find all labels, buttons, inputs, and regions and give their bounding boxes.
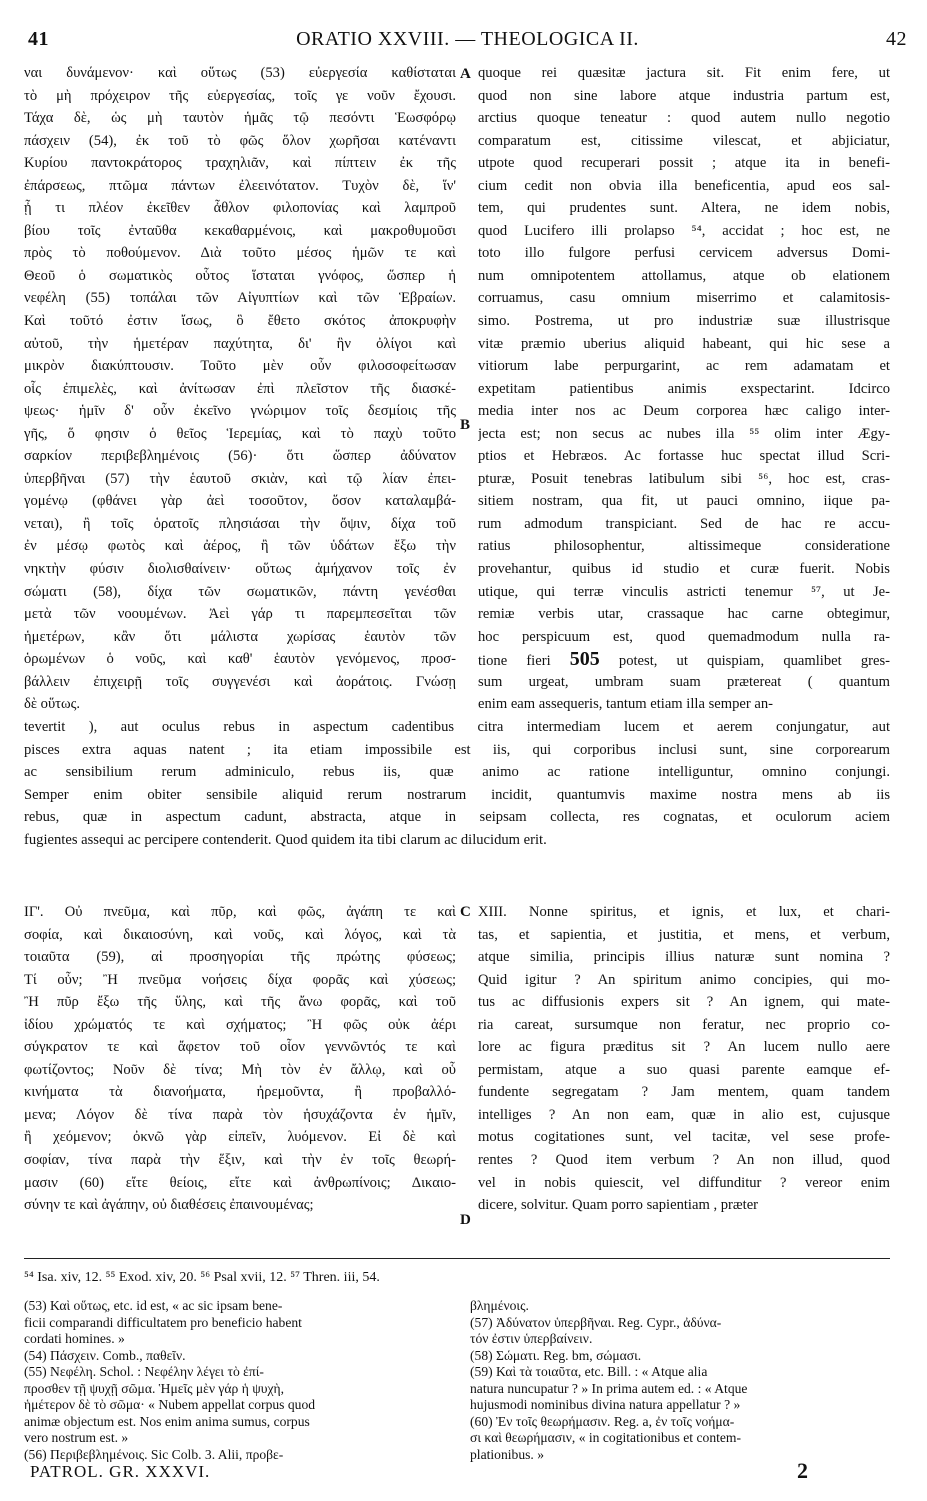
- text-line: (59) Καὶ τὰ τοιαῦτα, etc. Bill. : « Atque alia: [470, 1364, 708, 1379]
- text-line: pturæ, Posuit tenebras latibulum sibi ⁵⁶, hoc est, cras-: [478, 470, 890, 487]
- text-line: corruamus, casu omnium miserrimo et calamitosis-: [478, 290, 890, 307]
- text-line: plationibus. »: [470, 1446, 545, 1462]
- text-line: Quid igitur ? An spiritum animo concipies, qui mo-: [478, 971, 890, 988]
- text-line: ἐν μέσῳ φωτὸς καὶ ἀέρος, ἢ τῶν ὑδάτων ἔξω τὴν: [24, 538, 456, 555]
- text-line: motus cogitationes sunt, vel tacitæ, vel sese profe-: [478, 1129, 890, 1146]
- text-line: ἡμέτερον δὲ τὸ σῶμα· « Nubem appellat corpus quod: [24, 1397, 316, 1412]
- text-line: rentes ? Quod item verbum ? An non illud, quod: [478, 1152, 890, 1169]
- text-line: quod Lucifero illi prolapso ⁵⁴, accidat ; hoc est, ne: [478, 222, 890, 239]
- text-line: φωτίζοντος; Νοῦν δὲ τίνα; Μὴ τὸν ἐν ἄλλῳ, καὶ οὗ: [24, 1061, 456, 1078]
- text-line: tevertit ), aut oculus rebus in aspectum cadentibus citra intermediam lucem et aerem conjungatur, aut: [24, 719, 890, 735]
- text-line: tione fieri 505 potest, ut quispiam, quamlibet gres-: [478, 648, 890, 671]
- text-line: Τί οὖν; Ἢ πνεῦμα νοήσεις δίχα φορᾶς καὶ χύσεως;: [24, 971, 456, 988]
- text-line: σύνην τε καὶ ἀγάπην, οὐ διαθέσεις ἐπαινουμένας;: [24, 1197, 314, 1214]
- footnote-rule: [24, 1258, 890, 1259]
- text-line: toto illo fulgore perfusi cervicem adversus Domi-: [478, 245, 890, 262]
- text-line: σοφία, καὶ δικαιοσύνη, καὶ νοῦς, καὶ λόγος, καὶ τὰ: [24, 926, 456, 943]
- text-line: dicere, solvitur. Quam porro sapientiam , præter: [478, 1197, 759, 1214]
- text-line: ratius philosophentur, altissimeque consideratione: [478, 538, 890, 555]
- text-line: utpote quod recuperari possit ; atque ita in benefi-: [478, 155, 890, 172]
- text-line: ΙΓ'. Οὐ πνεῦμα, καὶ πῦρ, καὶ φῶς, ἀγάπη τε καὶ: [24, 904, 456, 920]
- text-line: αὐτοῦ, τὴν ἡμετέραν παχύτητα, δι' ἣν ὀλίγοι καὶ: [24, 335, 456, 352]
- text-line: quod non sine labore atque industria partum est,: [478, 87, 890, 104]
- page-number-right: 42: [886, 28, 907, 50]
- text-line: (58) Σώματι. Reg. bm, σώμασι.: [470, 1347, 642, 1363]
- text-line: (53) Καὶ οὕτως, etc. id est, « ac sic ipsam bene-: [24, 1298, 283, 1313]
- text-line: simo. Postrema, ut pro industriæ suæ illustrisque: [478, 313, 890, 330]
- text-line: hoc perspicuum est, quod quemadmodum nulla ra-: [478, 628, 890, 645]
- text-line: μενα; Λόγον δὲ τίνα παρὰ τὸν ἡσυχάζοντα ἐν ἡμῖν,: [24, 1106, 456, 1123]
- text-line: πάσχειν (54), ἐκ τοῦ τὸ φῶς ὅλον χωρῆσαι κατέναντι: [24, 132, 456, 149]
- text-line: rum admodum transpiciant. Sed de hac re accu-: [478, 515, 890, 532]
- text-line: ἐπάρσεως, πτῶμα πάντων ἐλεεινότατον. Τυχὸν δὲ, ἵν': [24, 177, 456, 194]
- text-line: tas, et sapientia, et justitia, et mens, et verbum,: [478, 926, 890, 943]
- column-marker: 505: [569, 648, 600, 671]
- text-line: Semper enim obiter sensibile aliquid rerum nostrarum incidit, quantumvis maxime nostra mens ab iis: [24, 786, 890, 803]
- text-line: hujusmodi nominibus divina natura appellatur ? »: [470, 1397, 741, 1412]
- text-line: μικρὸν διακύπτουσιν. Τοῦτο μὲν οὖν φιλοσοφείτωσαν: [24, 358, 456, 375]
- text-line: ria careat, sursumque non feratur, nec proprio co-: [478, 1016, 890, 1033]
- margin-letter-c: C: [460, 904, 471, 920]
- text-line: (60) Ἐν τοῖς θεωρήμασιν. Reg. a, ἐν τοῖς νοήμα-: [470, 1413, 735, 1429]
- text-line: tus ac diffusionis expers sit ? An ignem, qui mate-: [478, 994, 890, 1011]
- text-line: provehantur, quibus id studio et curæ fuerit. Nobis: [478, 561, 890, 578]
- footnotes-right: [470, 1298, 890, 1463]
- text-line: σαρκίον περιβεβλημένοις (56)· ὅτι ὥσπερ ἀδύνατον: [24, 448, 456, 465]
- text-line: πρὸς τὸ ποθούμενον. Διὰ τοῦτο μέσος ἡμῶν τε καὶ: [24, 245, 456, 262]
- text-line: fugientes assequi ac percipere contenderit. Quod quidem ita tibi clarum ac dilucidum erit.: [24, 831, 547, 848]
- text-line: ψεως· ἡμῖν δ' οὖν ἐκεῖνο γνώριμον τοῖς δεσμίοις τῆς: [24, 403, 456, 420]
- text-line: atque similia, principis illius naturæ sunt nomina ?: [478, 949, 890, 966]
- text-line: ἰδίου χρώματός τε καὶ σχήματος; Ἢ φῶς οὐκ ἀέρι: [24, 1016, 456, 1033]
- text-line: comparatum est, citissime vilescat, et abjiciatur,: [478, 132, 890, 149]
- text-line: Θεοῦ ὁ σωματικὸς οὗτος ἵσταται γνόφος, ὥσπερ ἡ: [24, 267, 456, 284]
- text-line: arctius quoque teneatur : quod autem nullo negotio: [478, 110, 890, 127]
- latin-column-top: [478, 62, 890, 716]
- text-line: sitiem nostram, qua fit, ut pauci omnino, iique pa-: [478, 493, 890, 510]
- text-line: (57) Ἀδύνατον ὑπερβῆναι. Reg. Cypr., ἀδύνα-: [470, 1314, 722, 1330]
- page-number-left: 41: [28, 28, 49, 50]
- text-line: (55) Νεφέλη. Schol. : Νεφέλην λέγει τὸ ἐπί-: [24, 1364, 264, 1379]
- text-line: τὸ μὴ πρόχειρον τῆς εὐεργεσίας, τοῖς γε νοῦν ἔχουσι.: [24, 87, 456, 104]
- text-line: δὲ οὕτως.: [24, 696, 81, 713]
- text-line: κινήματα τὰ διανοήματα, ἠρεμοῦντα, ἢ προβαλλό-: [24, 1084, 456, 1101]
- text-line: expetitam patientibus animis exspectarint. Idcirco: [478, 380, 890, 397]
- text-line: σώματι (58), δίχα τῶν σωματικῶν, πάντη γενέσθαι: [24, 583, 456, 600]
- margin-letter-d: D: [460, 1212, 471, 1228]
- text-line: permistam, atque a suo quasi parente eamque ef-: [478, 1061, 890, 1078]
- scripture-references: ⁵⁴ Isa. xiv, 12. ⁵⁵ Exod. xiv, 20. ⁵⁶ Psal xvii, 12. ⁵⁷ Thren. iii, 54.: [24, 1270, 380, 1285]
- text-line: pisces extra aquas natent ; ita etiam impossibile est iis, qui corporibus inclusi sunt, sine corporearum: [24, 741, 890, 758]
- text-line: ἡμετέρων, κἂν ὅτι μάλιστα χωρίσας ἑαυτὸν τῶν: [24, 628, 456, 645]
- text-line: νεται), ἢ τοῖς ὁρατοῖς πλησιάσαι τὴν ὄψιν, δίχα τοῦ: [24, 515, 456, 532]
- text-line: quoque rei quæsitæ jactura sit. Fit enim fere, ut: [478, 65, 890, 81]
- text-line: τόν ἐστιν ὑπερβαίνειν.: [470, 1331, 593, 1346]
- text-line: tem, qui prudentes sunt. Altera, ne idem nobis,: [478, 200, 890, 217]
- text-line: vitiorum labe perpurgarint, ac rem adamatam et: [478, 358, 890, 375]
- text-line: προσθεν τῇ ψυχῇ σῶμα. Ἡμεῖς μὲν γάρ ἡ ψυχὴ,: [24, 1380, 285, 1396]
- text-line: vitæ præmio uberius aliquid habeant, qui hic sese a: [478, 335, 890, 352]
- text-line: γῆς, ὅ φησιν ὁ θεῖος Ἱερεμίας, καὶ τὸ παχὺ τοῦτο: [24, 425, 456, 442]
- text-line: ὑπερβῆναι (57) τὴν ἑαυτοῦ σκιὰν, καὶ τῷ λίαν ἐπει-: [24, 470, 456, 487]
- text-line: utique, qui terræ vinculis astricti tenemur ⁵⁷, ut Je-: [478, 583, 890, 600]
- text-line: μασιν (60) εἴτε θείοις, εἴτε καὶ ἀνθρωπίνοις; Δικαιο-: [24, 1174, 456, 1191]
- text-line: ptios et Hebræos. Ac fortasse huc spectat illud Scri-: [478, 448, 890, 465]
- text-line: num omnipotentem attollamus, atque ob elationem: [478, 267, 890, 284]
- text-line: cordati homines. »: [24, 1331, 125, 1346]
- margin-letter-b: B: [460, 417, 471, 433]
- text-line: σύγκρατον τε καὶ ἄφετον τοῦ οἷον γεννῶντός τε καὶ: [24, 1039, 456, 1056]
- text-line: cium cedit non obvia illa beneficentia, apud eos sal-: [478, 177, 890, 194]
- text-line: rebus, quæ in aspectum cadunt, abstracta, atque in seipsam collecta, res cognatas, et oculorum aciem: [24, 809, 890, 826]
- margin-letter-a: A: [460, 66, 471, 82]
- text-line: γομένῳ (φθάνει γὰρ ἀεὶ τοσοῦτον, ὅσον καταλαμβά-: [24, 493, 456, 510]
- text-line: ac sensibilium rerum adminiculo, rebus iis, quæ animo ac ratione intelliguntur, omnino conjungi.: [24, 764, 890, 781]
- text-line: fundente segregatam ? Jam mentem, quam tandem: [478, 1084, 890, 1101]
- text-line: βλημένοις.: [470, 1298, 529, 1313]
- text-line: Κυρίου παντοκράτορος τραχηλιᾶν, καὶ πίπτειν ἐκ τῆς: [24, 155, 456, 172]
- text-line: νηκτὴν φύσιν διολισθαίνειν· οὕτως ἀμήχανον τοῖς ἐν: [24, 561, 456, 578]
- text-line: media inter nos ac Deum corporea hæc caligo inter-: [478, 403, 890, 420]
- text-line: σοφίαν, τίνα παρὰ τὴν ἕξιν, καὶ τὴν ἐν τοῖς θεωρή-: [24, 1152, 456, 1169]
- text-line: intelliges ? An non eam, quæ in alio est, cujusque: [478, 1106, 890, 1123]
- running-title: ORATIO XXVIII. — THEOLOGICA II.: [296, 28, 639, 50]
- text-line: ναι δυνάμενον· καὶ οὕτως (53) εὐεργεσία καθίσταται: [24, 65, 456, 81]
- text-line: jecta est; non secus ac nubes illa ⁵⁵ olim inter Ægy-: [478, 425, 890, 442]
- text-line: vero nostrum est. »: [24, 1430, 129, 1445]
- text-line: ἢ χεόμενον; ὀκνῶ γὰρ εἰπεῖν, λυόμενον. Εἰ δὲ καὶ: [24, 1129, 456, 1146]
- text-line: νεφέλη (55) τοπάλαι τῶν Αἰγυπτίων καὶ τῶν Ἑβραίων.: [24, 290, 456, 307]
- text-line: οἷς ἐπιμελὲς, καὶ ἀνίτωσαν ἐπὶ πλεῖστον τῆς διασκέ-: [24, 380, 456, 397]
- greek-column-bottom: [24, 901, 456, 1217]
- running-header: [28, 28, 907, 58]
- text-line: (54) Πάσχειν. Comb., παθεῖν.: [24, 1347, 186, 1363]
- text-line: vel in nobis quiescit, vel diffunditur ? vereor enim: [478, 1174, 890, 1191]
- text-line: μετὰ τῶν νοουμένων. Ἀεὶ γάρ τι παρεμπεσεῖται τῶν: [24, 606, 456, 623]
- text-line: XIII. Nonne spiritus, et ignis, et lux, et chari-: [478, 904, 890, 920]
- latin-column-bottom: [478, 901, 890, 1217]
- text-line: βάλλειν ἐπιχειρῇ τοῖς συγγενέσι καὶ ἀοράτοις. Γνώσῃ: [24, 673, 456, 690]
- full-width-paragraph: [24, 716, 890, 851]
- patrology-volume: PATROL. GR. XXXVI.: [30, 1462, 211, 1481]
- text-line: animæ objectum est. Nos enim anima sumus, corpus: [24, 1413, 310, 1429]
- greek-column-top: [24, 62, 456, 716]
- text-line: σι καὶ θεωρήμασιν, « in cogitationibus et contem-: [470, 1430, 742, 1445]
- text-line: ficii comparandi difficultatem pro beneficio habent: [24, 1314, 302, 1330]
- text-line: (56) Περιβεβλημένοις. Sic Colb. 3. Alii, προβε-: [24, 1446, 284, 1462]
- text-line: lore ac figura præditus sit ? An lucem nullo aere: [478, 1039, 890, 1056]
- text-line: sum urgeat, umbram suam prætereat ( quantum: [478, 673, 890, 690]
- text-line: natura nuncupatur ? » In prima autem ed. : « Atque: [470, 1380, 748, 1396]
- footnotes-left: [24, 1298, 456, 1463]
- text-line: ὁρωμένων ὁ νοῦς, καὶ καθ' ἑαυτὸν γενόμενος, προσ-: [24, 651, 456, 668]
- signature-mark: 2: [797, 1458, 808, 1483]
- text-line: τοιαῦτα (59), αἱ προσηγορίαι τῆς πρώτης φύσεως;: [24, 949, 456, 966]
- text-line: ᾖ τι πλέον ἐκεῖθεν ἆθλον φιλοπονίας καὶ λαμπροῦ: [24, 200, 456, 217]
- text-line: Τάχα δὲ, ὡς μὴ ταυτὸν ἡμᾶς τῷ πεσόντι Ἑωσφόρῳ: [24, 110, 456, 127]
- text-line: Ἢ πῦρ ἔξω τῆς ὕλης, καὶ τῆς ἄνω φορᾶς, καὶ τοῦ: [24, 994, 456, 1011]
- text-line: Καὶ τοῦτό ἐστιν ἴσως, ὃ ἔθετο σκότος ἀποκρυφὴν: [24, 313, 456, 330]
- text-line: enim eam assequeris, tantum etiam illa semper an-: [478, 696, 774, 713]
- text-line: βίου τοῖς ἐνταῦθα κεκαθαρμένοις, καὶ μακροθυμοῦσι: [24, 222, 456, 239]
- text-line: remiæ verbis utar, crassaque hac carne obtegimur,: [478, 606, 890, 623]
